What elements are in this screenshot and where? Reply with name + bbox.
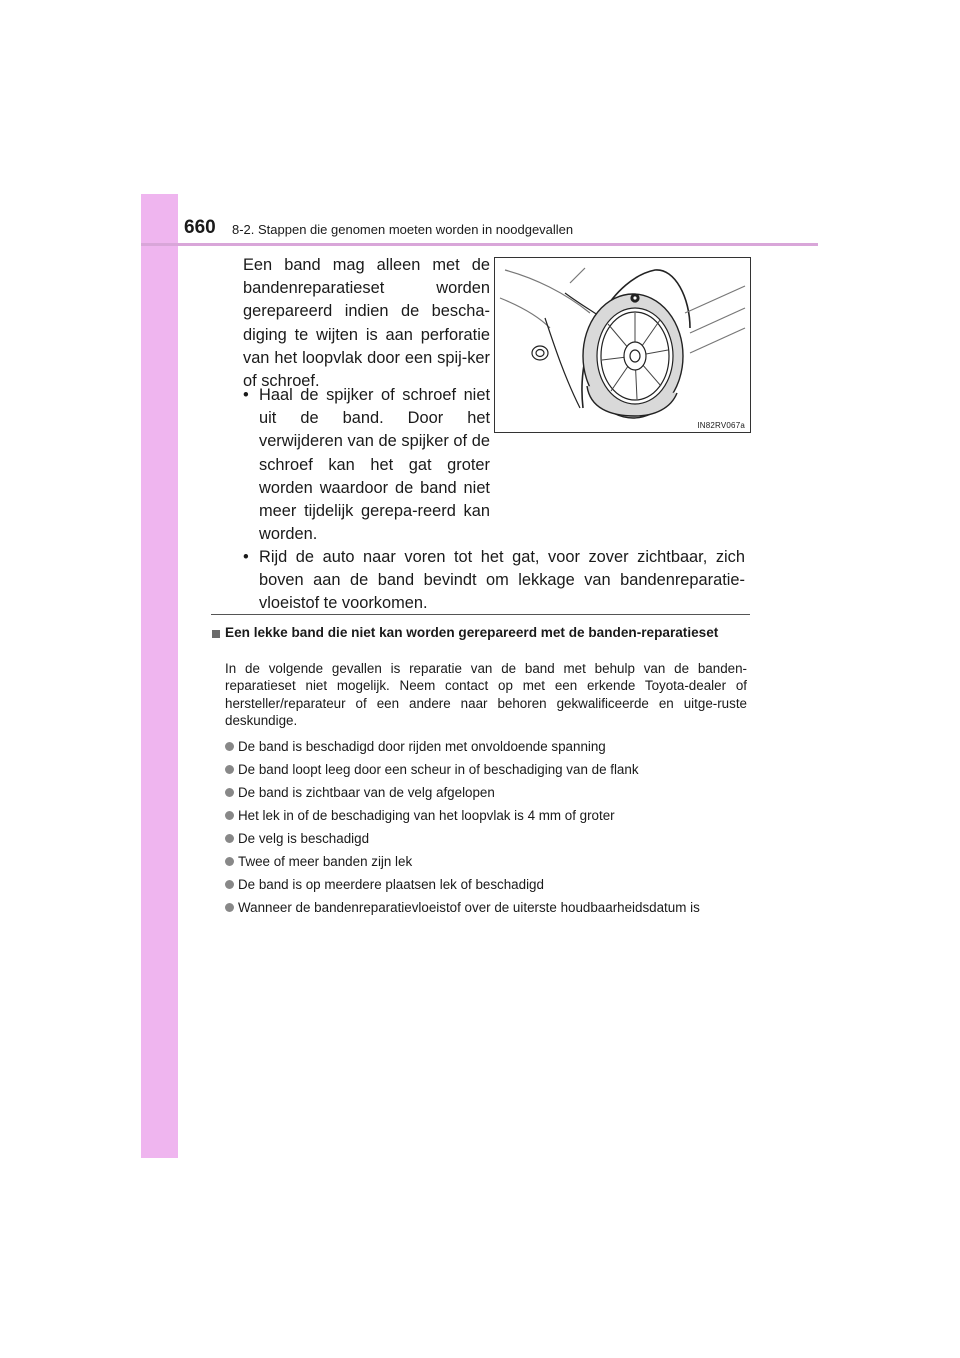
list-item-text: De band is beschadigd door rijden met onvoldoende spanning (238, 739, 606, 754)
subsection-body: In de volgende gevallen is reparatie van de band met behulp van de banden-reparatieset niet mogelijk. Neem contact op met een erkende Toyota-dealer of hersteller/reparateur of een andere naar behoren gekwalificeerde en uitge-ruste deskundige. (225, 661, 747, 729)
bullet-glyph: • (243, 548, 249, 566)
list-item-text: De band is op meerdere plaatsen lek of beschadigd (238, 877, 544, 892)
list-item-text: Het lek in of de beschadiging van het loopvlak is 4 mm of groter (238, 808, 615, 823)
bullet-item (243, 546, 745, 616)
flat-tire-illustration (494, 257, 751, 433)
list-item-text: Twee of meer banden zijn lek (238, 854, 413, 869)
list-item-text: De band loopt leeg door een scheur in of beschadiging van de flank (238, 762, 639, 777)
bullet-item (243, 384, 490, 546)
list-item (225, 853, 747, 870)
section-divider (211, 614, 750, 615)
intro-paragraph: Een band mag alleen met de bandenreparatieset worden gerepareerd indien de bescha-diging te wijten is aan perforatie van het loopvlak door een spij-ker of schroef. (243, 256, 490, 391)
section-title: 8-2. Stappen die genomen moeten worden in noodgevallen (232, 222, 574, 237)
chapter-sidebar-tab (141, 194, 178, 1158)
car-wheel-drawing (495, 258, 750, 432)
list-item-text: De velg is beschadigd (238, 831, 370, 846)
bullet-glyph: • (243, 386, 249, 404)
list-bullet-icon (225, 880, 234, 889)
list-item (225, 899, 747, 916)
list-item (225, 738, 747, 755)
list-item (225, 807, 747, 824)
figure-code: IN82RV067a (697, 421, 745, 430)
condition-list (225, 738, 747, 922)
page-number: 660 (184, 217, 216, 238)
list-bullet-icon (225, 834, 234, 843)
list-item (225, 830, 747, 847)
list-item (225, 784, 747, 801)
list-bullet-icon (225, 765, 234, 774)
list-bullet-icon (225, 903, 234, 912)
subsection-marker (212, 630, 220, 638)
list-item (225, 876, 747, 893)
subsection-title: Een lekke band die niet kan worden gerepareerd met de banden-reparatieset (225, 625, 719, 640)
list-bullet-icon (225, 811, 234, 820)
list-bullet-icon (225, 788, 234, 797)
header-rule (141, 243, 818, 246)
bullet-text: Haal de spijker of schroef niet uit de band. Door het verwijderen van de spijker of de schroef kan het gat groter worden waardoor de band niet meer tijdelijk gerepa-reerd kan worden. (259, 386, 490, 544)
list-item-text: De band is zichtbaar van de velg afgelopen (238, 785, 495, 800)
list-bullet-icon (225, 857, 234, 866)
list-bullet-icon (225, 742, 234, 751)
list-item (225, 761, 747, 778)
list-item-text: Wanneer de bandenreparatievloeistof over de uiterste houdbaarheidsdatum is (238, 900, 700, 915)
bullet-text: Rijd de auto naar voren tot het gat, voor zover zichtbaar, zich boven aan de band bevindt om lekkage van bandenreparatie-vloeistof te voorkomen. (259, 548, 745, 613)
